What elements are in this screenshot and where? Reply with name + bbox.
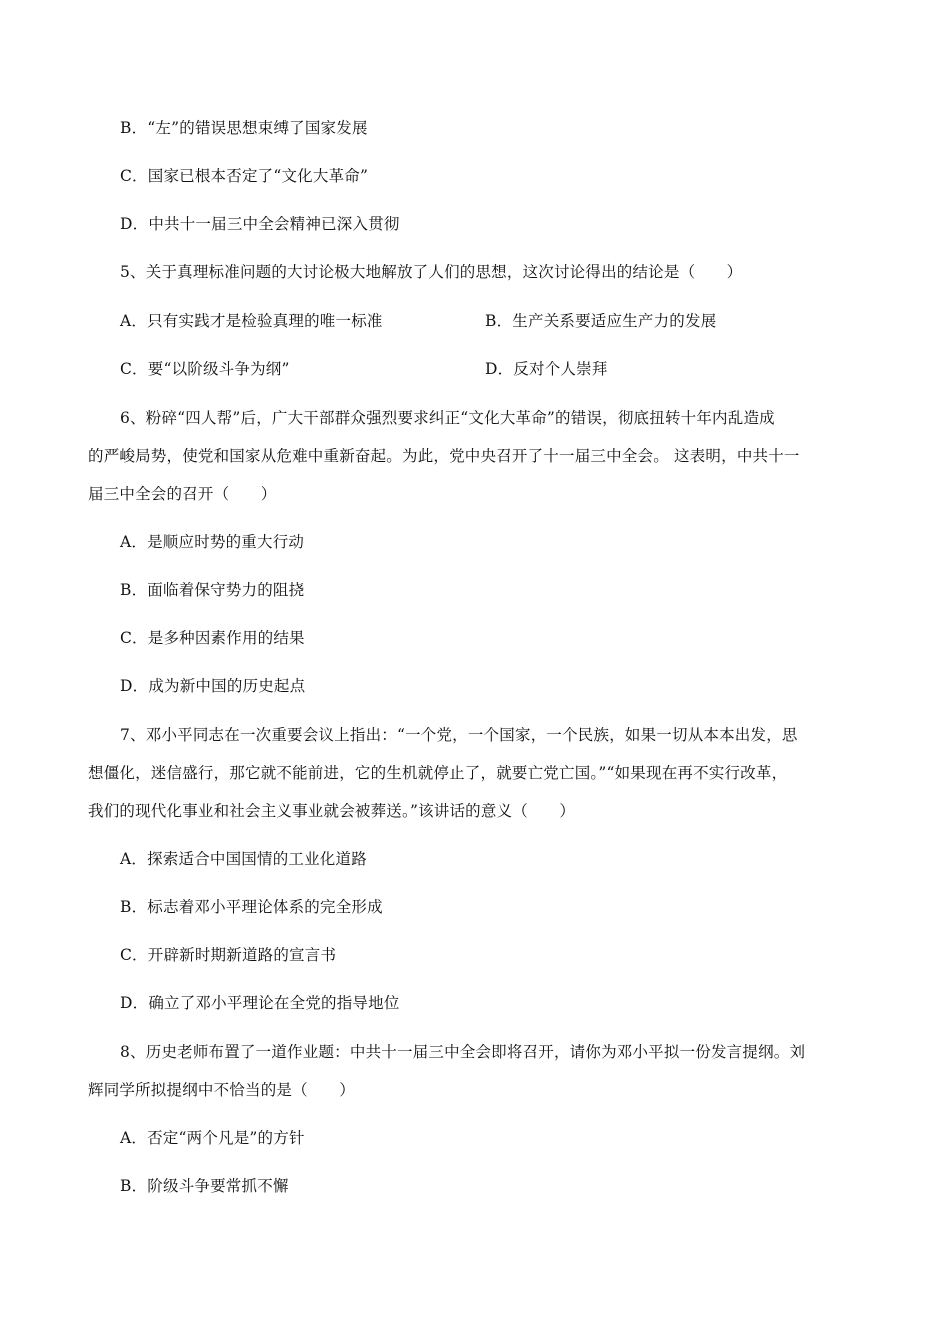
q7-option-a: A．探索适合中国国情的工业化道路 bbox=[120, 850, 367, 868]
q7-stem-line-1: 7、邓小平同志在一次重要会议上指出：“一个党，一个国家，一个民族，如果一切从本本出发，思 bbox=[120, 726, 798, 744]
q5-option-d: D．反对个人崇拜 bbox=[485, 360, 608, 378]
q8-stem-line-2: 辉同学所拟提纲中不恰当的是（ ） bbox=[88, 1081, 355, 1099]
q6-stem-line-2: 的严峻局势，使党和国家从危难中重新奋起。为此，党中央召开了十一届三中全会。 这表明，中共十一 bbox=[88, 447, 800, 465]
q5-stem: 5、关于真理标准问题的大讨论极大地解放了人们的思想，这次讨论得出的结论是（ ） bbox=[120, 263, 743, 281]
q5-option-c: C．要“以阶级斗争为纲” bbox=[120, 360, 290, 378]
q4-option-c: C．国家已根本否定了“文化大革命” bbox=[120, 167, 369, 185]
q6-option-a: A．是顺应时势的重大行动 bbox=[120, 533, 305, 551]
q8-option-b: B．阶级斗争要常抓不懈 bbox=[120, 1177, 289, 1195]
q6-stem-line-1: 6、粉碎“四人帮”后，广大干部群众强烈要求纠正“文化大革命”的错误，彻底扭转十年内乱造成 bbox=[120, 409, 775, 427]
q6-option-b: B．面临着保守势力的阻挠 bbox=[120, 581, 305, 599]
q5-option-b: B．生产关系要适应生产力的发展 bbox=[485, 312, 717, 330]
q5-option-a: A．只有实践才是检验真理的唯一标准 bbox=[120, 312, 383, 330]
q8-option-a: A．否定“两个凡是”的方针 bbox=[120, 1129, 305, 1147]
q8-stem-line-1: 8、历史老师布置了一道作业题：中共十一届三中全会即将召开，请你为邓小平拟一份发言提纲。刘 bbox=[120, 1043, 806, 1061]
q6-stem-line-3: 届三中全会的召开（ ） bbox=[88, 485, 277, 503]
q7-stem-line-3: 我们的现代化事业和社会主义事业就会被葬送。”该讲话的意义（ ） bbox=[88, 802, 576, 820]
q7-stem-line-2: 想僵化，迷信盛行，那它就不能前进，它的生机就停止了，就要亡党亡国。”“如果现在再不实行改革， bbox=[88, 764, 788, 782]
q7-option-b: B．标志着邓小平理论体系的完全形成 bbox=[120, 898, 383, 916]
q7-option-c: C．开辟新时期新道路的宣言书 bbox=[120, 946, 337, 964]
q6-option-c: C．是多种因素作用的结果 bbox=[120, 629, 305, 647]
q4-option-b: B．“左”的错误思想束缚了国家发展 bbox=[120, 119, 368, 137]
q6-option-d: D．成为新中国的历史起点 bbox=[120, 677, 306, 695]
q4-option-d: D．中共十一届三中全会精神已深入贯彻 bbox=[120, 215, 400, 233]
q7-option-d: D．确立了邓小平理论在全党的指导地位 bbox=[120, 994, 400, 1012]
